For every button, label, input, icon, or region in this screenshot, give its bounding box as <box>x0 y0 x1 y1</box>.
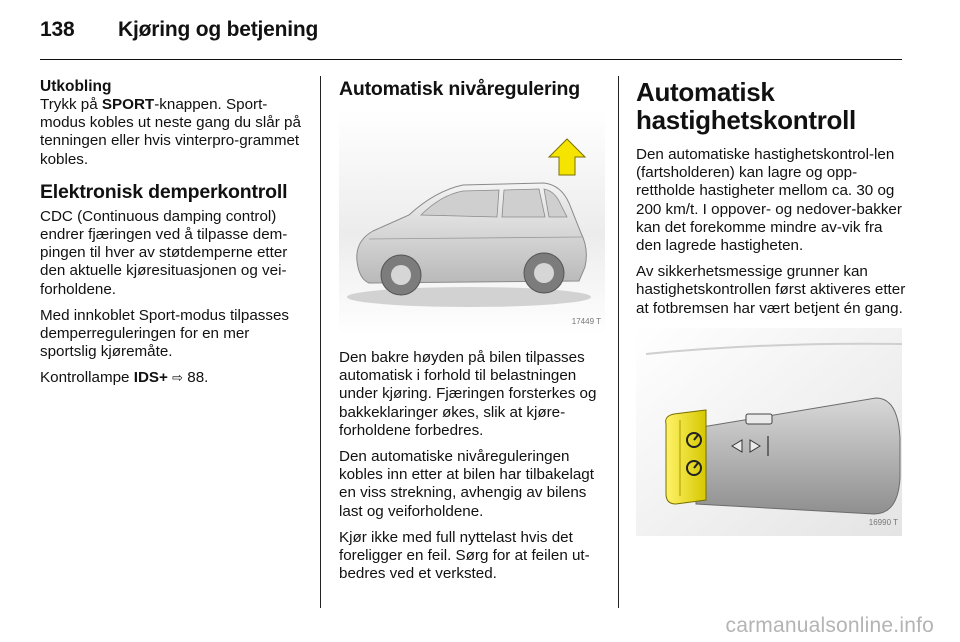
page-number: 138 <box>40 18 75 41</box>
car-illustration <box>339 111 605 335</box>
watermark: carmanualsonline.info <box>725 614 934 637</box>
cruise-control-heading <box>636 78 908 134</box>
car-level-figure <box>339 111 605 335</box>
stalk-illustration <box>636 328 902 536</box>
text-run: Trykk på <box>40 96 102 113</box>
figure-number: 16990 T <box>868 517 898 527</box>
warning-lamp-paragraph <box>40 369 310 387</box>
figure-number: 17449 T <box>571 316 601 326</box>
column-1 <box>40 78 310 396</box>
column-3 <box>636 78 908 536</box>
ids-label: IDS+ <box>133 369 168 387</box>
cdc-heading: Elektronisk demperkontroll <box>40 180 288 203</box>
page-reference[interactable]: 88. <box>183 369 209 387</box>
cruise-paragraph-2: Av sikkerhetsmessige grunner kan hastighetskontrollen først aktiveres etter at fotbremsen har vært betjent én gang. <box>636 263 906 317</box>
column-divider <box>618 76 619 608</box>
cruise-control-figure <box>636 328 902 536</box>
text-run: Kontrollampe <box>40 369 134 387</box>
level-paragraph-1: Den bakre høyden på bilen tilpasses automatisk i forhold til belastningen under kjøring. Fjæringen forsterkes og bakkeklaringer økes, slik at kjøre-forholdene forbedres. <box>339 349 597 439</box>
sport-button-label: SPORT <box>101 96 155 113</box>
header-rule <box>40 59 902 60</box>
utkobling-paragraph <box>40 96 310 169</box>
utkobling-heading: Utkobling <box>40 78 112 95</box>
text-run: -knappen. Sport-modus kobles ut neste gang du slår på tenningen eller hvis vinterpro-grammet kobles. <box>40 96 301 168</box>
column-divider <box>320 76 321 608</box>
page-header <box>40 18 318 42</box>
column-2 <box>339 78 607 591</box>
chapter-title: Kjøring og betjening <box>118 18 319 41</box>
cruise-paragraph-1: Den automatiske hastighetskontrol-len (fartsholderen) kan lagre og opp-rettholde hastigheter mellom ca. 30 og 200 km/t. I oppover- og nedover-bakker kan det forekomme mindre av-vik fra den lagrede hastigheten. <box>636 146 902 255</box>
cdc-paragraph-1: CDC (Continuous damping control) endrer fjæringen ved å tilpasse dem-pingen til hver av støtdemperne etter den aktuelle kjøresituasjonen og vei-forholdene. <box>40 207 288 298</box>
heading-line: Automatisk <box>636 77 775 107</box>
heading-line: hastighetskontroll <box>636 105 856 135</box>
level-paragraph-3: Kjør ikke med full nyttelast hvis det foreligger en feil. Sørg for at feilen ut-bedres ved et verksted. <box>339 528 590 583</box>
level-paragraph-2: Den automatiske nivåreguleringen kobles inn etter at bilen har tilbakelagt en viss strekning, avhengig av bilens last og veiforholdene. <box>339 448 594 520</box>
cdc-paragraph-2: Med innkoblet Sport-modus tilpasses demperreguleringen for en mer sportslig kjøremåte. <box>40 306 290 361</box>
level-control-heading: Automatisk nivåregulering <box>339 78 580 100</box>
page-reference-arrow-icon[interactable]: ⇨ <box>172 370 184 386</box>
